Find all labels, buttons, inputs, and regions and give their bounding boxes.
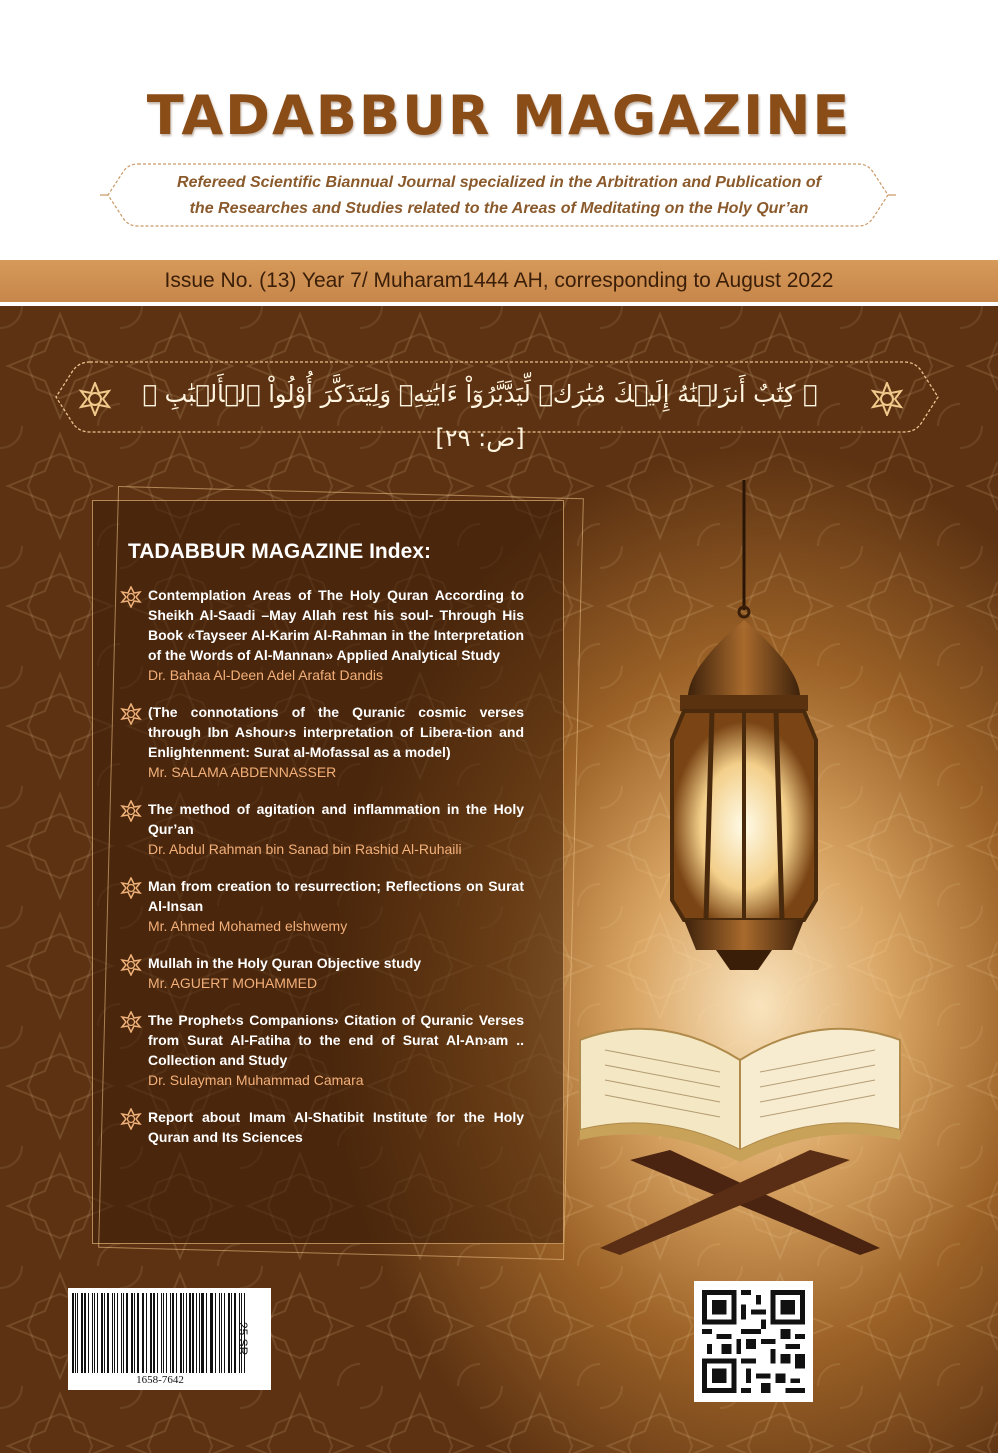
barcode-bar: [211, 1293, 213, 1373]
barcode-bar: [163, 1293, 165, 1373]
barcode-bar: [157, 1293, 158, 1373]
rosette-bullet-icon: [120, 877, 142, 899]
barcode-bar: [104, 1293, 105, 1373]
list-item: [120, 876, 524, 936]
subtitle: [130, 170, 868, 222]
barcode-bar: [123, 1293, 124, 1373]
barcode-bar: [170, 1293, 171, 1373]
article-author: Mr. Ahmed Mohamed elshwemy: [148, 918, 348, 934]
rosette-bullet-icon: [120, 1011, 142, 1033]
barcode-bar: [77, 1293, 78, 1373]
barcode-bar: [210, 1293, 211, 1373]
article-title: Report about Imam Al-Shatibit Institute for the Holy Quran and Its Sciences: [148, 1109, 524, 1145]
article-title: Mullah in the Holy Quran Objective study: [148, 955, 422, 971]
barcode-bar: [134, 1293, 135, 1373]
barcode-bar: [146, 1293, 147, 1373]
article-author: Dr. Bahaa Al-Deen Adel Arafat Dandis: [148, 667, 384, 683]
barcode-bar: [221, 1293, 222, 1373]
rosette-bullet-icon: [120, 1108, 142, 1130]
barcode-bar: [81, 1293, 83, 1373]
barcode: [68, 1288, 271, 1390]
header: [0, 0, 998, 258]
list-item: [120, 1107, 524, 1147]
barcode-bar: [180, 1293, 182, 1373]
article-title: The method of agitation and inflammation in the Holy Qur’an: [148, 801, 524, 837]
subtitle-line-1: Refereed Scientific Biannual Journal specialized in the Arbitration and Publication of: [177, 174, 821, 191]
index-title: TADABBUR MAGAZINE Index:: [128, 540, 431, 563]
barcode-bar: [72, 1293, 74, 1373]
list-item: [120, 799, 524, 859]
rosette-right-icon: [870, 382, 904, 416]
barcode-bar: [153, 1293, 155, 1373]
barcode-bar: [150, 1293, 152, 1373]
article-author: Dr. Sulayman Muhammad Camara: [148, 1072, 364, 1088]
rosette-left-icon: [78, 382, 112, 416]
article-list: [120, 585, 524, 1164]
barcode-bar: [196, 1293, 197, 1373]
barcode-bar: [137, 1293, 139, 1373]
lantern-illustration: [640, 480, 840, 980]
rosette-bullet-icon: [120, 800, 142, 822]
list-item: [120, 585, 524, 685]
article-author: Mr. AGUERT MOHAMMED: [148, 975, 318, 991]
barcode-bar: [88, 1293, 89, 1373]
article-author: Mr. SALAMA ABDENNASSER: [148, 764, 337, 780]
barcode-bar: [92, 1293, 93, 1373]
quran-stand-illustration: [560, 1000, 920, 1260]
barcode-bar: [215, 1293, 216, 1373]
article-title: (The connotations of the Quranic cosmic verses through Ibn Ashour›s interpretation of Libera-tion and Enlightenment: Surat al-Mofassal as a model): [148, 704, 524, 760]
article-title: Man from creation to resurrection; Reflections on Surat Al-Insan: [148, 878, 524, 914]
qr-code-icon: [702, 1289, 805, 1394]
qr-code[interactable]: [694, 1281, 813, 1402]
barcode-bar: [117, 1293, 119, 1373]
barcode-bar: [142, 1293, 143, 1373]
barcode-bar: [183, 1293, 184, 1373]
barcode-bar: [75, 1293, 76, 1373]
barcode-bar: [224, 1293, 225, 1373]
article-title: Contemplation Areas of The Holy Quran According to Sheikh Al-Saadi –May Allah rest his soul- Through His Book «Tayseer Al-Karim Al-Rahman in the Interpretation of the Words of Al-Mannan» Applied Analytical Study: [148, 587, 524, 663]
barcode-bar: [219, 1293, 221, 1373]
list-item: [120, 953, 524, 993]
barcode-bar: [192, 1293, 194, 1373]
magazine-title: TADABBUR MAGAZINE: [146, 84, 852, 147]
barcode-bar: [186, 1293, 187, 1373]
rosette-bullet-icon: [120, 586, 142, 608]
barcode-bar: [231, 1293, 232, 1373]
barcode-bar: [228, 1293, 230, 1373]
list-item: [120, 702, 524, 782]
subtitle-line-2: the Researches and Studies related to the Areas of Meditating on the Holy Qur’an: [189, 200, 809, 217]
barcode-bar: [176, 1293, 177, 1373]
issn-number: 1658-7642: [136, 1374, 184, 1386]
article-author: Dr. Abdul Rahman bin Sanad bin Rashid Al-Ruhaili: [148, 841, 462, 857]
barcode-bar: [143, 1293, 144, 1373]
barcode-bar: [189, 1293, 191, 1373]
barcode-bar: [126, 1293, 128, 1373]
barcode-bar: [94, 1293, 95, 1373]
barcode-bar: [166, 1293, 167, 1373]
rosette-bullet-icon: [120, 954, 142, 976]
barcode-bar: [84, 1293, 86, 1373]
list-item: [120, 1010, 524, 1090]
barcode-bar: [97, 1293, 99, 1373]
quran-verse: ﴿ كِتَٰبٌ أَنزَلۡنَٰهُ إِلَيۡكَ مُبَٰرَكٞ لِّيَدَّبَّرُوٓاْ ءَايَٰتِهِۦ وَلِيَتَذَكَّرَ أُوْلُواْ ٱلۡأَلۡبَٰبِ ﴾ [ص: ٢٩]: [142, 380, 818, 452]
barcode-bar: [101, 1293, 103, 1373]
barcode-bar: [114, 1293, 115, 1373]
barcode-bar: [131, 1293, 133, 1373]
barcode-bar: [112, 1293, 113, 1373]
barcode-bar: [199, 1293, 200, 1373]
barcode-bar: [206, 1293, 207, 1373]
article-title: The Prophet›s Companions› Citation of Quranic Verses from Surat Al-Fatiha to the end of Surat Al-An›am .. Collection and Study: [148, 1012, 524, 1068]
barcode-bars: [72, 1293, 248, 1373]
barcode-bar: [107, 1293, 109, 1373]
issue-info: Issue No. (13) Year 7/ Muharam1444 AH, corresponding to August 2022: [164, 269, 834, 292]
rosette-bullet-icon: [120, 703, 142, 725]
barcode-bar: [161, 1293, 162, 1373]
barcode-bar: [172, 1293, 174, 1373]
barcode-bar: [201, 1293, 203, 1373]
barcode-bar: [121, 1293, 122, 1373]
price-label: 25 SR: [236, 1322, 250, 1356]
